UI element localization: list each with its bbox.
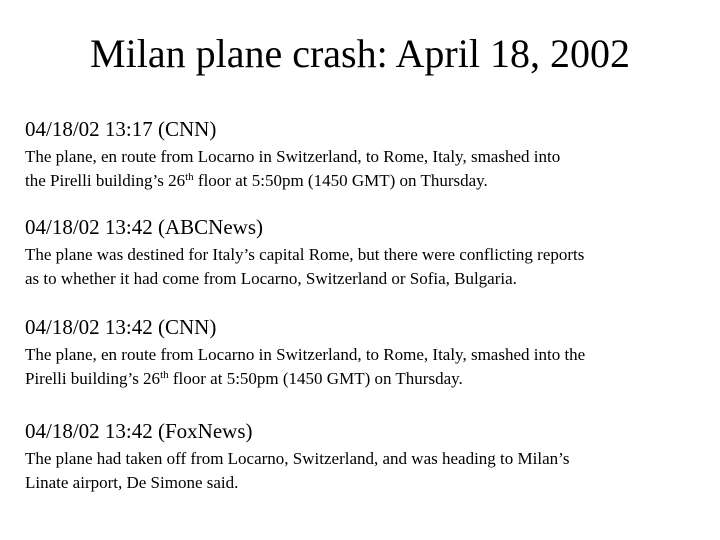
entry-heading: 04/18/02 13:42 (CNN) (25, 315, 217, 339)
entry-body-text: Pirelli building’s 26 (25, 369, 161, 388)
entry-body-line: The plane, en route from Locarno in Switzerland, to Rome, Italy, smashed into (25, 147, 561, 166)
entry-body-line (25, 169, 715, 193)
entry-body-line: The plane was destined for Italy’s capital Rome, but there were conflicting reports (25, 245, 585, 264)
entry-body-text: the Pirelli building’s 26 (25, 171, 186, 190)
entry-heading: 04/18/02 13:42 (FoxNews) (25, 419, 253, 443)
ordinal-suffix: th (160, 369, 169, 381)
entry-body-line: as to whether it had come from Locarno, Switzerland or Sofia, Bulgaria. (25, 269, 517, 288)
entry-body-line: The plane had taken off from Locarno, Switzerland, and was heading to Milan’s (25, 449, 570, 468)
entry-body (25, 447, 715, 495)
ordinal-suffix: th (185, 171, 194, 183)
entry-body (25, 243, 715, 291)
entry-body-text: floor at 5:50pm (1450 GMT) on Thursday. (168, 369, 463, 388)
entry-body-line (25, 367, 715, 391)
news-entry-cnn-1342 (25, 315, 715, 391)
entry-body-line: Linate airport, De Simone said. (25, 473, 239, 492)
entry-body-line: The plane, en route from Locarno in Switzerland, to Rome, Italy, smashed into the (25, 345, 586, 364)
entry-body (25, 145, 715, 193)
entry-body (25, 343, 715, 391)
entry-body-text: floor at 5:50pm (1450 GMT) on Thursday. (193, 171, 488, 190)
news-entry-cnn-1317 (25, 117, 715, 193)
entry-heading: 04/18/02 13:42 (ABCNews) (25, 215, 263, 239)
entry-heading: 04/18/02 13:17 (CNN) (25, 117, 217, 141)
slide-title: Milan plane crash: April 18, 2002 (90, 31, 630, 76)
news-entry-foxnews-1342 (25, 419, 715, 495)
news-entry-abcnews-1342 (25, 215, 715, 291)
